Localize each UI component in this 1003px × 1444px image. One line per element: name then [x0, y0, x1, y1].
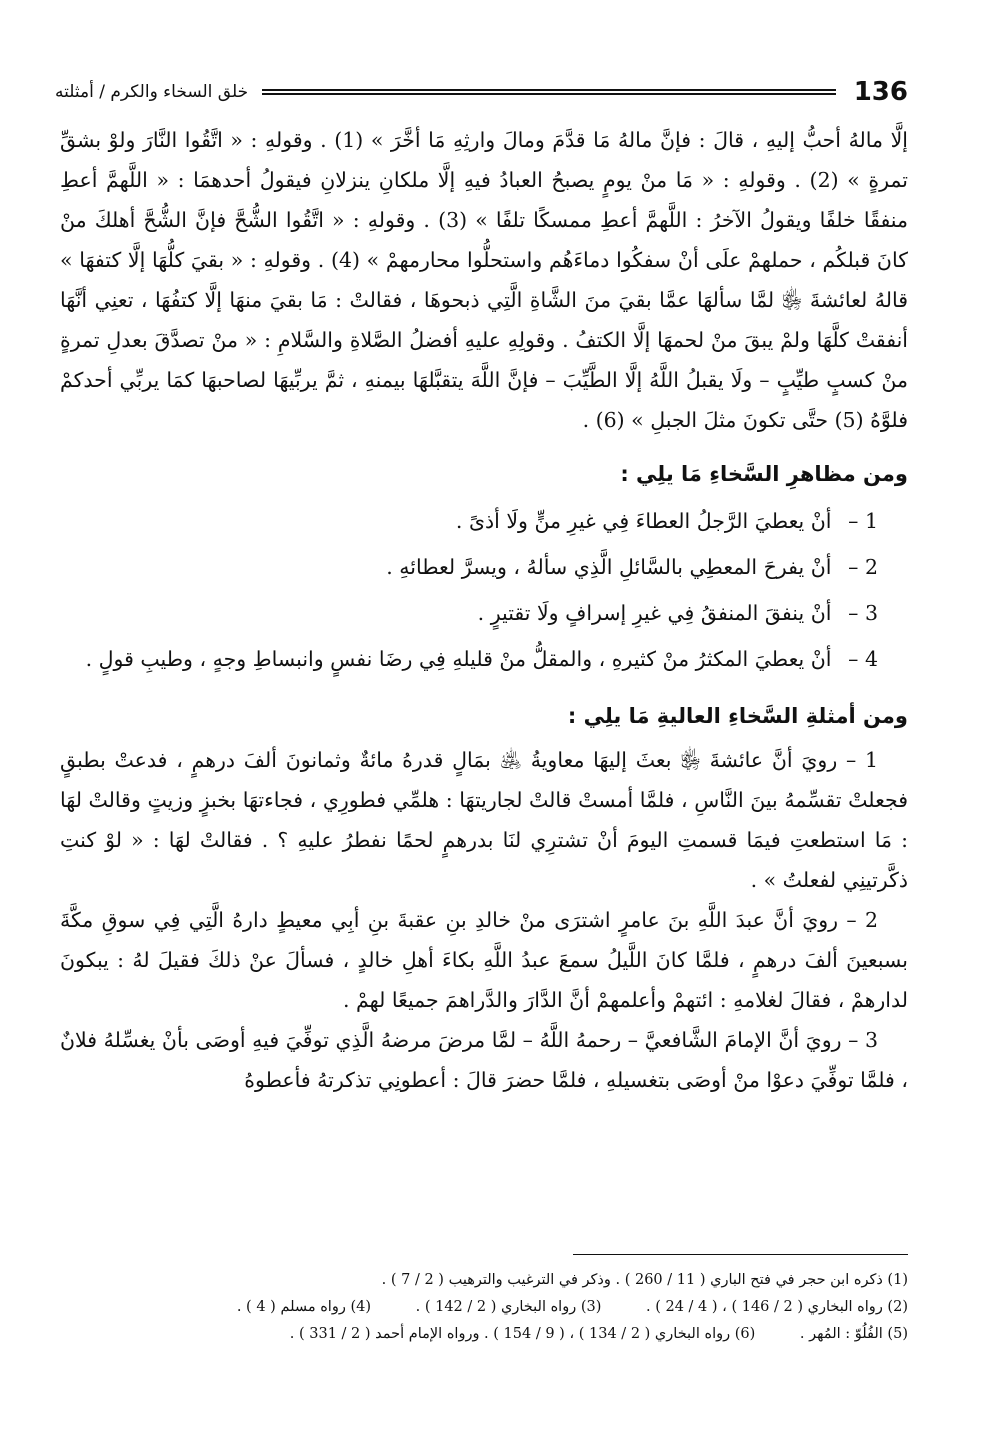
header-double-rule	[262, 89, 836, 95]
list-item-text: أنْ يعطيَ المكثرُ منْ كثيرهِ ، والمقلُّ منْ قليلهِ فِي رضَا نفسٍ وانبساطِ وجهٍ ، وطيبِ قولٍ .	[85, 647, 832, 671]
list-item-text: أنْ يفرحَ المعطِي بالسَّائلِ الَّذِي سألهُ ، ويسرَّ لعطائهِ .	[386, 555, 832, 579]
section-heading-manifestations: ومن مظاهرِ السَّخاءِ مَا يلِي :	[620, 462, 908, 486]
footnote-line	[100, 1294, 908, 1321]
running-title: خلق السخاء والكرم / أمثلته	[55, 82, 249, 102]
page-number: 136	[853, 77, 908, 107]
footnote-line	[100, 1267, 908, 1294]
list-item-number: 1 –	[848, 509, 878, 533]
list-item	[60, 590, 878, 636]
list-item-text: أنْ يعطيَ الرَّجلُ العطاءَ فِي غيرِ منٍّ ولَا أذىً .	[455, 509, 832, 533]
example-paragraph-3: 3 – رويَ أنَّ الإمامَ الشَّافعيَّ – رحمهُ اللَّهُ – لمَّا مرضَ مرضهُ الَّذِي توفِّيَ فيهِ أوصَى بأنْ يغسِّلهُ فلانٌ ، فلمَّا توفِّيَ دعوْا منْ أوصَى بتغسيلهِ ، فلمَّا حضرَ قالَ : أعطونِي تذكرتهُ فأعطوهُ	[60, 1028, 908, 1092]
opening-paragraph: إلَّا مالهُ أحبُّ إليهِ ، قالَ : فإنَّ مالهُ مَا قدَّمَ ومالَ وارثِهِ مَا أخَّرَ » (1) . وقولهِ : « اتَّقُوا النَّارَ ولوْ بشقِّ تمرةٍ » (2) . وقولهِ : « مَا منْ يومٍ يصبحُ العبادُ فيهِ إلَّا ملكانِ ينزلانِ فيقولُ أحدهمَا : « اللَّهمَّ أعطِ منفقًا خلفًا ويقولُ الآخرُ : اللَّهمَّ أعطِ ممسكًا تلفًا » (3) . وقولهِ : « اتَّقُوا الشُّحَّ فإنَّ الشُّحَّ أهلكَ منْ كانَ قبلكُم ، حملهمْ علَى أنْ سفكُوا دماءَهُم واستحلُّوا محارمهمْ » (4) . وقولهِ : « بقيَ كلُّهَا إلَّا كتفهَا » قالهُ لعائشةَ ﵂ لمَّا سألهَا عمَّا بقيَ منَ الشَّاةِ الَّتِي ذبحوهَا ، فقالتْ : مَا بقيَ منهَا إلَّا كتفُهَا ، تعنِي أنَّهَا أنفقتْ كلَّهَا ولمْ يبقَ منْ لحمهَا إلَّا الكتفُ . وقولِهِ عليهِ أفضلُ الصَّلاةِ والسَّلامِ : « منْ تصدَّقَ بعدلِ تمرةٍ منْ كسبٍ طيِّبٍ – ولَا يقبلُ اللَّهُ إلَّا الطَّيِّبَ – فإنَّ اللَّهَ يتقبَّلهَا بيمنهِ ، ثمَّ يربِّيهَا لصاحبهَا كمَا يربِّي أحدكمْ فلوَّهُ (5) حتَّى تكونَ مثلَ الجبلِ » (6) .	[60, 128, 908, 432]
footnote-5: (5) الفُلُوّ : المُهر .	[799, 1326, 908, 1342]
list-item-number: 4 –	[848, 647, 878, 671]
list-item	[60, 544, 878, 590]
list-item-number: 2 –	[848, 555, 878, 579]
footnote-line	[100, 1321, 908, 1348]
list-item	[60, 498, 878, 544]
footnote-2: (2) رواه البخاري ( 2 / 146 ) ، ( 4 / 24 ) .	[646, 1299, 908, 1315]
footnote-1: (1) ذكره ابن حجر في فتح الباري ( 11 / 260 ) . وذكر في الترغيب والترهيب ( 2 / 7 ) .	[381, 1272, 908, 1288]
manifestations-list	[60, 498, 908, 682]
example-paragraph-1: 1 – رويَ أنَّ عائشةَ ﵂ بعثَ إليهَا معاويةُ ﵁ بمَالٍ قدرهُ مائةٌ وثمانونَ ألفَ درهمٍ ، فدعتْ بطبقٍ فجعلتْ تقسِّمهُ بينَ النَّاسِ ، فلمَّا أمستْ قالتْ لجاريتهَا : هلمِّي فطورِي ، فجاءتهَا بخبزٍ وزيتٍ وقالتْ لهَا : مَا استطعتِ فيمَا قسمتِ اليومَ أنْ تشترِي لنَا بدرهمٍ لحمًا نفطرُ عليهِ ؟ . فقالتْ لهَا : « لوْ كنتِ ذكَّرتينِي لفعلتُ » .	[60, 748, 908, 892]
section-heading-examples: ومن أمثلةِ السَّخاءِ العاليةِ مَا يلِي :	[567, 704, 908, 728]
list-item-number: 3 –	[848, 601, 878, 625]
footnote-rule	[573, 1254, 908, 1255]
footnotes	[100, 1254, 908, 1348]
footnote-3: (3) رواه البخاري ( 2 / 142 ) .	[415, 1299, 602, 1315]
example-paragraph-2: 2 – رويَ أنَّ عبدَ اللَّهِ بنَ عامرٍ اشترَى منْ خالدِ بنِ عقبةَ بنِ أبِي معيطٍ دارهُ الَّتِي فِي سوقِ مكَّةَ بسبعينَ ألفَ درهمٍ ، فلمَّا كانَ اللَّيلُ سمعَ عبدُ اللَّهِ بكاءَ أهلِ خالدٍ ، فسألَ عنْ ذلكَ فقيلَ لهُ : يبكونَ لدارهمْ ، فقالَ لغلامهِ : ائتهمْ وأعلمهمْ أنَّ الدَّارَ والدَّراهمَ جميعًا لهمْ .	[60, 908, 908, 1012]
footnote-6: (6) رواه البخاري ( 2 / 134 ) ، ( 9 / 154 ) . ورواه الإمام أحمد ( 2 / 331 ) .	[289, 1326, 756, 1342]
list-item-text: أنْ ينفقَ المنفقُ فِي غيرِ إسرافٍ ولَا تقتيرٍ .	[477, 601, 832, 625]
list-item	[60, 636, 878, 682]
page-header	[55, 72, 908, 112]
footnote-4: (4) رواه مسلم ( 4 ) .	[236, 1299, 372, 1315]
page-body	[60, 120, 908, 1100]
